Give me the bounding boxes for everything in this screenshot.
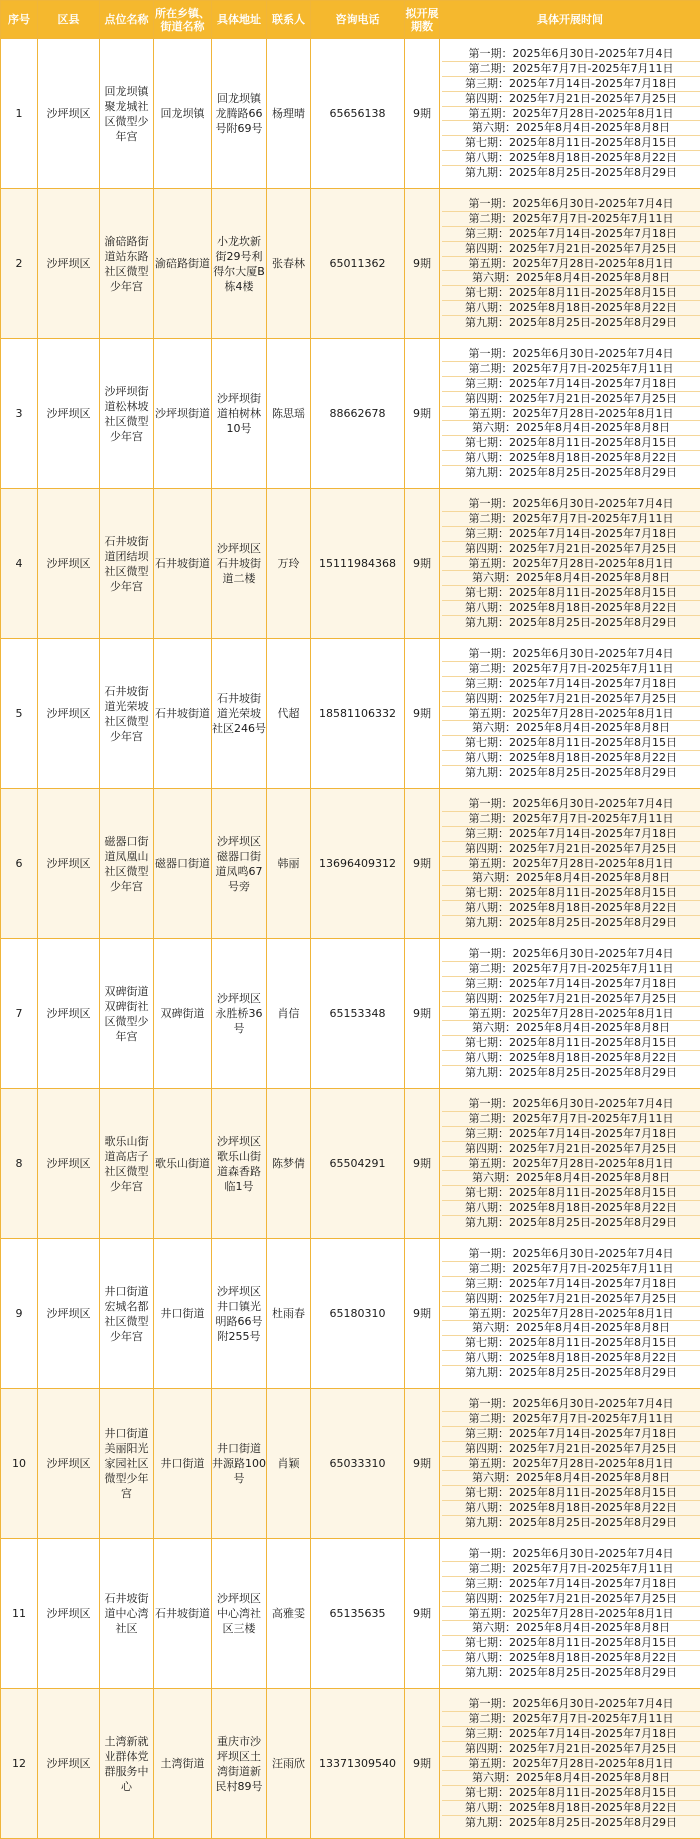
schedule-cell bbox=[440, 1539, 700, 1689]
schedule-period: 第三期：2025年7月14日-2025年7月18日 bbox=[442, 527, 700, 542]
site-name-cell: 井口街道宏城名都社区微型少年宫 bbox=[100, 1239, 154, 1389]
town-cell: 石井坡街道 bbox=[154, 639, 212, 789]
schedule-period: 第五期：2025年7月28日-2025年8月1日 bbox=[442, 1607, 700, 1622]
schedule-period: 第四期：2025年7月21日-2025年7月25日 bbox=[442, 1292, 700, 1307]
phone-cell: 18581106332 bbox=[311, 639, 405, 789]
schedule-period: 第四期：2025年7月21日-2025年7月25日 bbox=[442, 242, 700, 257]
schedule-period: 第一期：2025年6月30日-2025年7月4日 bbox=[442, 1097, 700, 1112]
schedule-period: 第五期：2025年7月28日-2025年8月1日 bbox=[442, 857, 700, 872]
schedule-period: 第九期：2025年8月25日-2025年8月29日 bbox=[465, 1365, 677, 1379]
schedule-period: 第七期：2025年8月11日-2025年8月15日 bbox=[442, 586, 700, 601]
schedule-period: 第二期：2025年7月7日-2025年7月11日 bbox=[442, 1262, 700, 1277]
phone-cell: 65656138 bbox=[311, 39, 405, 189]
header-contact: 联系人 bbox=[267, 1, 311, 39]
schedule-period: 第三期：2025年7月14日-2025年7月18日 bbox=[442, 827, 700, 842]
schedule-period: 第六期：2025年8月4日-2025年8月8日 bbox=[442, 1021, 700, 1036]
schedule-period: 第八期：2025年8月18日-2025年8月22日 bbox=[442, 1501, 700, 1516]
schedule-cell bbox=[440, 1089, 700, 1239]
schedule-period: 第七期：2025年8月11日-2025年8月15日 bbox=[442, 886, 700, 901]
schedule-period: 第二期：2025年7月7日-2025年7月11日 bbox=[442, 1412, 700, 1427]
address-cell: 沙坪坝区磁器口街道凤鸣67号旁 bbox=[212, 789, 267, 939]
schedule-period: 第三期：2025年7月14日-2025年7月18日 bbox=[442, 227, 700, 242]
schedule-cell bbox=[440, 1689, 700, 1839]
schedule-period: 第六期：2025年8月4日-2025年8月8日 bbox=[442, 721, 700, 736]
district-cell: 沙坪坝区 bbox=[38, 1389, 100, 1539]
schedule-period: 第四期：2025年7月21日-2025年7月25日 bbox=[442, 542, 700, 557]
header-address: 具体地址 bbox=[212, 1, 267, 39]
seq-cell: 8 bbox=[1, 1089, 38, 1239]
site-name-cell: 回龙坝镇聚龙城社区微型少年宫 bbox=[100, 39, 154, 189]
town-cell: 石井坡街道 bbox=[154, 489, 212, 639]
schedule-period: 第六期：2025年8月4日-2025年8月8日 bbox=[442, 871, 700, 886]
seq-cell: 7 bbox=[1, 939, 38, 1089]
schedule-period: 第九期：2025年8月25日-2025年8月29日 bbox=[465, 1515, 677, 1529]
schedule-period: 第二期：2025年7月7日-2025年7月11日 bbox=[442, 212, 700, 227]
schedule-period: 第二期：2025年7月7日-2025年7月11日 bbox=[442, 62, 700, 77]
table-row bbox=[1, 939, 700, 1089]
site-name-cell: 石井坡街道团结坝社区微型少年宫 bbox=[100, 489, 154, 639]
district-cell: 沙坪坝区 bbox=[38, 489, 100, 639]
phone-cell: 65033310 bbox=[311, 1389, 405, 1539]
district-cell: 沙坪坝区 bbox=[38, 1689, 100, 1839]
table-row bbox=[1, 1689, 700, 1839]
schedule-cell bbox=[440, 939, 700, 1089]
schedule-period: 第二期：2025年7月7日-2025年7月11日 bbox=[442, 362, 700, 377]
schedule-period: 第二期：2025年7月7日-2025年7月11日 bbox=[442, 662, 700, 677]
seq-cell: 2 bbox=[1, 189, 38, 339]
address-cell: 沙坪坝区石井坡街道二楼 bbox=[212, 489, 267, 639]
address-cell: 回龙坝镇龙腾路66号附69号 bbox=[212, 39, 267, 189]
schedule-period: 第一期：2025年6月30日-2025年7月4日 bbox=[442, 197, 700, 212]
district-cell: 沙坪坝区 bbox=[38, 939, 100, 1089]
schedule-period: 第四期：2025年7月21日-2025年7月25日 bbox=[442, 692, 700, 707]
contact-cell: 高雅雯 bbox=[267, 1539, 311, 1689]
schedule-period: 第八期：2025年8月18日-2025年8月22日 bbox=[442, 1201, 700, 1216]
schedule-period: 第五期：2025年7月28日-2025年8月1日 bbox=[442, 1307, 700, 1322]
town-cell: 沙坪坝街道 bbox=[154, 339, 212, 489]
site-name-cell: 渝碚路街道站东路社区微型少年宫 bbox=[100, 189, 154, 339]
table-row bbox=[1, 1539, 700, 1689]
schedule-period: 第三期：2025年7月14日-2025年7月18日 bbox=[442, 1277, 700, 1292]
schedule-period: 第一期：2025年6月30日-2025年7月4日 bbox=[442, 1397, 700, 1412]
schedule-period: 第三期：2025年7月14日-2025年7月18日 bbox=[442, 1127, 700, 1142]
periods-cell: 9期 bbox=[405, 1689, 440, 1839]
schedule-period: 第一期：2025年6月30日-2025年7月4日 bbox=[442, 1247, 700, 1262]
district-cell: 沙坪坝区 bbox=[38, 1089, 100, 1239]
contact-cell: 汪雨欣 bbox=[267, 1689, 311, 1839]
schedule-period: 第一期：2025年6月30日-2025年7月4日 bbox=[442, 647, 700, 662]
schedule-period: 第二期：2025年7月7日-2025年7月11日 bbox=[442, 1112, 700, 1127]
schedule-period: 第一期：2025年6月30日-2025年7月4日 bbox=[442, 47, 700, 62]
table-row bbox=[1, 339, 700, 489]
table-row bbox=[1, 1089, 700, 1239]
schedule-period: 第六期：2025年8月4日-2025年8月8日 bbox=[442, 271, 700, 286]
district-cell: 沙坪坝区 bbox=[38, 789, 100, 939]
seq-cell: 12 bbox=[1, 1689, 38, 1839]
periods-cell: 9期 bbox=[405, 1539, 440, 1689]
schedule-period: 第八期：2025年8月18日-2025年8月22日 bbox=[442, 1651, 700, 1666]
schedule-period: 第四期：2025年7月21日-2025年7月25日 bbox=[442, 392, 700, 407]
schedule-period: 第七期：2025年8月11日-2025年8月15日 bbox=[442, 1036, 700, 1051]
schedule-period: 第一期：2025年6月30日-2025年7月4日 bbox=[442, 1697, 700, 1712]
schedule-period: 第五期：2025年7月28日-2025年8月1日 bbox=[442, 707, 700, 722]
schedule-cell bbox=[440, 39, 700, 189]
site-name-cell: 沙坪坝街道松林坡社区微型少年宫 bbox=[100, 339, 154, 489]
contact-cell: 陈思瑶 bbox=[267, 339, 311, 489]
seq-cell: 1 bbox=[1, 39, 38, 189]
schedule-period: 第三期：2025年7月14日-2025年7月18日 bbox=[442, 1577, 700, 1592]
schedule-period: 第七期：2025年8月11日-2025年8月15日 bbox=[442, 286, 700, 301]
schedule-period: 第五期：2025年7月28日-2025年8月1日 bbox=[442, 1157, 700, 1172]
schedule-period: 第九期：2025年8月25日-2025年8月29日 bbox=[465, 1065, 677, 1079]
schedule-period: 第八期：2025年8月18日-2025年8月22日 bbox=[442, 301, 700, 316]
district-cell: 沙坪坝区 bbox=[38, 189, 100, 339]
schedule-period: 第二期：2025年7月7日-2025年7月11日 bbox=[442, 812, 700, 827]
schedule-period: 第九期：2025年8月25日-2025年8月29日 bbox=[465, 465, 677, 479]
phone-cell: 65504291 bbox=[311, 1089, 405, 1239]
schedule-cell bbox=[440, 1239, 700, 1389]
schedule-period: 第六期：2025年8月4日-2025年8月8日 bbox=[442, 1771, 700, 1786]
district-cell: 沙坪坝区 bbox=[38, 639, 100, 789]
schedule-period: 第六期：2025年8月4日-2025年8月8日 bbox=[442, 1321, 700, 1336]
header-time: 具体开展时间 bbox=[440, 1, 700, 39]
schedule-period: 第八期：2025年8月18日-2025年8月22日 bbox=[442, 1801, 700, 1816]
phone-cell: 65180310 bbox=[311, 1239, 405, 1389]
schedule-period: 第七期：2025年8月11日-2025年8月15日 bbox=[442, 136, 700, 151]
schedule-period: 第六期：2025年8月4日-2025年8月8日 bbox=[442, 1471, 700, 1486]
contact-cell: 肖信 bbox=[267, 939, 311, 1089]
site-name-cell: 石井坡街道光荣坡社区微型少年宫 bbox=[100, 639, 154, 789]
schedule-period: 第一期：2025年6月30日-2025年7月4日 bbox=[442, 347, 700, 362]
schedule-period: 第七期：2025年8月11日-2025年8月15日 bbox=[442, 1786, 700, 1801]
schedule-period: 第八期：2025年8月18日-2025年8月22日 bbox=[442, 601, 700, 616]
schedule-period: 第五期：2025年7月28日-2025年8月1日 bbox=[442, 107, 700, 122]
schedule-period: 第七期：2025年8月11日-2025年8月15日 bbox=[442, 1186, 700, 1201]
table-row bbox=[1, 1239, 700, 1389]
town-cell: 歌乐山街道 bbox=[154, 1089, 212, 1239]
town-cell: 井口街道 bbox=[154, 1389, 212, 1539]
address-cell: 沙坪坝区歌乐山街道森香路临1号 bbox=[212, 1089, 267, 1239]
schedule-period: 第三期：2025年7月14日-2025年7月18日 bbox=[442, 377, 700, 392]
periods-cell: 9期 bbox=[405, 489, 440, 639]
schedule-period: 第五期：2025年7月28日-2025年8月1日 bbox=[442, 257, 700, 272]
phone-cell: 65135635 bbox=[311, 1539, 405, 1689]
phone-cell: 15111984368 bbox=[311, 489, 405, 639]
schedule-period: 第九期：2025年8月25日-2025年8月29日 bbox=[465, 1215, 677, 1229]
seq-cell: 11 bbox=[1, 1539, 38, 1689]
schedule-period: 第二期：2025年7月7日-2025年7月11日 bbox=[442, 1712, 700, 1727]
schedule-period: 第六期：2025年8月4日-2025年8月8日 bbox=[442, 1171, 700, 1186]
schedule-period: 第八期：2025年8月18日-2025年8月22日 bbox=[442, 751, 700, 766]
periods-cell: 9期 bbox=[405, 789, 440, 939]
schedule-period: 第六期：2025年8月4日-2025年8月8日 bbox=[442, 1621, 700, 1636]
schedule-period: 第一期：2025年6月30日-2025年7月4日 bbox=[442, 947, 700, 962]
schedule-period: 第一期：2025年6月30日-2025年7月4日 bbox=[442, 797, 700, 812]
schedule-period: 第九期：2025年8月25日-2025年8月29日 bbox=[465, 765, 677, 779]
town-cell: 井口街道 bbox=[154, 1239, 212, 1389]
seq-cell: 5 bbox=[1, 639, 38, 789]
contact-cell: 张春林 bbox=[267, 189, 311, 339]
schedule-cell bbox=[440, 789, 700, 939]
schedule-period: 第三期：2025年7月14日-2025年7月18日 bbox=[442, 677, 700, 692]
schedule-period: 第三期：2025年7月14日-2025年7月18日 bbox=[442, 1727, 700, 1742]
district-cell: 沙坪坝区 bbox=[38, 1239, 100, 1389]
site-name-cell: 磁器口街道凤凰山社区微型少年宫 bbox=[100, 789, 154, 939]
town-cell: 双碑街道 bbox=[154, 939, 212, 1089]
header-district: 区县 bbox=[38, 1, 100, 39]
schedule-cell bbox=[440, 189, 700, 339]
table-row bbox=[1, 639, 700, 789]
table-body bbox=[1, 39, 700, 1839]
header-row bbox=[1, 1, 700, 39]
table-row bbox=[1, 789, 700, 939]
schedule-period: 第九期：2025年8月25日-2025年8月29日 bbox=[465, 615, 677, 629]
header-phone: 咨询电话 bbox=[311, 1, 405, 39]
periods-cell: 9期 bbox=[405, 1239, 440, 1389]
schedule-period: 第六期：2025年8月4日-2025年8月8日 bbox=[442, 121, 700, 136]
seq-cell: 10 bbox=[1, 1389, 38, 1539]
contact-cell: 杜雨春 bbox=[267, 1239, 311, 1389]
site-name-cell: 井口街道美丽阳光家园社区微型少年宫 bbox=[100, 1389, 154, 1539]
header-periods: 拟开展期数 bbox=[405, 1, 440, 39]
periods-cell: 9期 bbox=[405, 189, 440, 339]
periods-cell: 9期 bbox=[405, 339, 440, 489]
schedule-period: 第九期：2025年8月25日-2025年8月29日 bbox=[465, 315, 677, 329]
address-cell: 小龙坎新街29号利得尔大厦B栋4楼 bbox=[212, 189, 267, 339]
schedule-period: 第四期：2025年7月21日-2025年7月25日 bbox=[442, 1592, 700, 1607]
schedule-period: 第六期：2025年8月4日-2025年8月8日 bbox=[442, 421, 700, 436]
phone-cell: 88662678 bbox=[311, 339, 405, 489]
site-name-cell: 石井坡街道中心湾社区 bbox=[100, 1539, 154, 1689]
schedule-period: 第三期：2025年7月14日-2025年7月18日 bbox=[442, 77, 700, 92]
header-site: 点位名称 bbox=[100, 1, 154, 39]
schedule-period: 第八期：2025年8月18日-2025年8月22日 bbox=[442, 1351, 700, 1366]
address-cell: 沙坪坝区永胜桥36号 bbox=[212, 939, 267, 1089]
phone-cell: 13371309540 bbox=[311, 1689, 405, 1839]
schedule-cell bbox=[440, 339, 700, 489]
schedule-period: 第七期：2025年8月11日-2025年8月15日 bbox=[442, 736, 700, 751]
schedule-period: 第五期：2025年7月28日-2025年8月1日 bbox=[442, 1007, 700, 1022]
schedule-period: 第九期：2025年8月25日-2025年8月29日 bbox=[465, 1815, 677, 1829]
contact-cell: 肖颖 bbox=[267, 1389, 311, 1539]
schedule-period: 第五期：2025年7月28日-2025年8月1日 bbox=[442, 1757, 700, 1772]
town-cell: 回龙坝镇 bbox=[154, 39, 212, 189]
contact-cell: 万玲 bbox=[267, 489, 311, 639]
address-cell: 沙坪坝街道柏树林10号 bbox=[212, 339, 267, 489]
phone-cell: 13696409312 bbox=[311, 789, 405, 939]
seq-cell: 4 bbox=[1, 489, 38, 639]
schedule-cell bbox=[440, 1389, 700, 1539]
phone-cell: 65153348 bbox=[311, 939, 405, 1089]
schedule-period: 第四期：2025年7月21日-2025年7月25日 bbox=[442, 992, 700, 1007]
address-cell: 沙坪坝区中心湾社区三楼 bbox=[212, 1539, 267, 1689]
periods-cell: 9期 bbox=[405, 39, 440, 189]
district-cell: 沙坪坝区 bbox=[38, 339, 100, 489]
district-cell: 沙坪坝区 bbox=[38, 1539, 100, 1689]
periods-cell: 9期 bbox=[405, 1389, 440, 1539]
schedule-period: 第一期：2025年6月30日-2025年7月4日 bbox=[442, 497, 700, 512]
schedule-period: 第四期：2025年7月21日-2025年7月25日 bbox=[442, 1742, 700, 1757]
periods-cell: 9期 bbox=[405, 639, 440, 789]
schedule-period: 第六期：2025年8月4日-2025年8月8日 bbox=[442, 571, 700, 586]
phone-cell: 65011362 bbox=[311, 189, 405, 339]
schedule-period: 第四期：2025年7月21日-2025年7月25日 bbox=[442, 1442, 700, 1457]
header-seq: 序号 bbox=[1, 1, 38, 39]
contact-cell: 韩丽 bbox=[267, 789, 311, 939]
schedule-period: 第八期：2025年8月18日-2025年8月22日 bbox=[442, 451, 700, 466]
schedule-period: 第四期：2025年7月21日-2025年7月25日 bbox=[442, 1142, 700, 1157]
schedule-period: 第七期：2025年8月11日-2025年8月15日 bbox=[442, 1636, 700, 1651]
town-cell: 渝碚路街道 bbox=[154, 189, 212, 339]
seq-cell: 6 bbox=[1, 789, 38, 939]
schedule-cell bbox=[440, 489, 700, 639]
address-cell: 石井坡街道光荣坡社区246号 bbox=[212, 639, 267, 789]
address-cell: 沙坪坝区井口镇光明路66号附255号 bbox=[212, 1239, 267, 1389]
schedule-period: 第一期：2025年6月30日-2025年7月4日 bbox=[442, 1547, 700, 1562]
town-cell: 磁器口街道 bbox=[154, 789, 212, 939]
schedule-period: 第九期：2025年8月25日-2025年8月29日 bbox=[465, 915, 677, 929]
schedule-cell bbox=[440, 639, 700, 789]
schedule-period: 第三期：2025年7月14日-2025年7月18日 bbox=[442, 977, 700, 992]
site-name-cell: 歌乐山街道高店子社区微型少年宫 bbox=[100, 1089, 154, 1239]
district-cell: 沙坪坝区 bbox=[38, 39, 100, 189]
schedule-period: 第七期：2025年8月11日-2025年8月15日 bbox=[442, 1486, 700, 1501]
schedule-period: 第七期：2025年8月11日-2025年8月15日 bbox=[442, 1336, 700, 1351]
schedule-period: 第四期：2025年7月21日-2025年7月25日 bbox=[442, 92, 700, 107]
table-row bbox=[1, 189, 700, 339]
table-row bbox=[1, 489, 700, 639]
schedule-period: 第三期：2025年7月14日-2025年7月18日 bbox=[442, 1427, 700, 1442]
site-name-cell: 双碑街道双碑街社区微型少年宫 bbox=[100, 939, 154, 1089]
address-cell: 重庆市沙坪坝区土湾街道新民村89号 bbox=[212, 1689, 267, 1839]
town-cell: 石井坡街道 bbox=[154, 1539, 212, 1689]
periods-cell: 9期 bbox=[405, 1089, 440, 1239]
header-town: 所在乡镇、街道名称 bbox=[154, 1, 212, 39]
seq-cell: 3 bbox=[1, 339, 38, 489]
schedule-period: 第四期：2025年7月21日-2025年7月25日 bbox=[442, 842, 700, 857]
schedule-period: 第五期：2025年7月28日-2025年8月1日 bbox=[442, 1457, 700, 1472]
table-row bbox=[1, 1389, 700, 1539]
schedule-period: 第七期：2025年8月11日-2025年8月15日 bbox=[442, 436, 700, 451]
schedule-period: 第八期：2025年8月18日-2025年8月22日 bbox=[442, 901, 700, 916]
table-row bbox=[1, 39, 700, 189]
schedule-period: 第二期：2025年7月7日-2025年7月11日 bbox=[442, 962, 700, 977]
town-cell: 土湾街道 bbox=[154, 1689, 212, 1839]
schedule-period: 第二期：2025年7月7日-2025年7月11日 bbox=[442, 1562, 700, 1577]
schedule-period: 第九期：2025年8月25日-2025年8月29日 bbox=[465, 1665, 677, 1679]
schedule-period: 第九期：2025年8月25日-2025年8月29日 bbox=[465, 165, 677, 179]
seq-cell: 9 bbox=[1, 1239, 38, 1389]
schedule-period: 第二期：2025年7月7日-2025年7月11日 bbox=[442, 512, 700, 527]
schedule-period: 第五期：2025年7月28日-2025年8月1日 bbox=[442, 557, 700, 572]
schedule-period: 第八期：2025年8月18日-2025年8月22日 bbox=[442, 1051, 700, 1066]
contact-cell: 杨理晴 bbox=[267, 39, 311, 189]
schedule-period: 第五期：2025年7月28日-2025年8月1日 bbox=[442, 407, 700, 422]
site-name-cell: 土湾新就业群体党群服务中心 bbox=[100, 1689, 154, 1839]
periods-cell: 9期 bbox=[405, 939, 440, 1089]
address-cell: 井口街道井源路100号 bbox=[212, 1389, 267, 1539]
contact-cell: 陈梦倩 bbox=[267, 1089, 311, 1239]
contact-cell: 代超 bbox=[267, 639, 311, 789]
schedule-period: 第八期：2025年8月18日-2025年8月22日 bbox=[442, 151, 700, 166]
